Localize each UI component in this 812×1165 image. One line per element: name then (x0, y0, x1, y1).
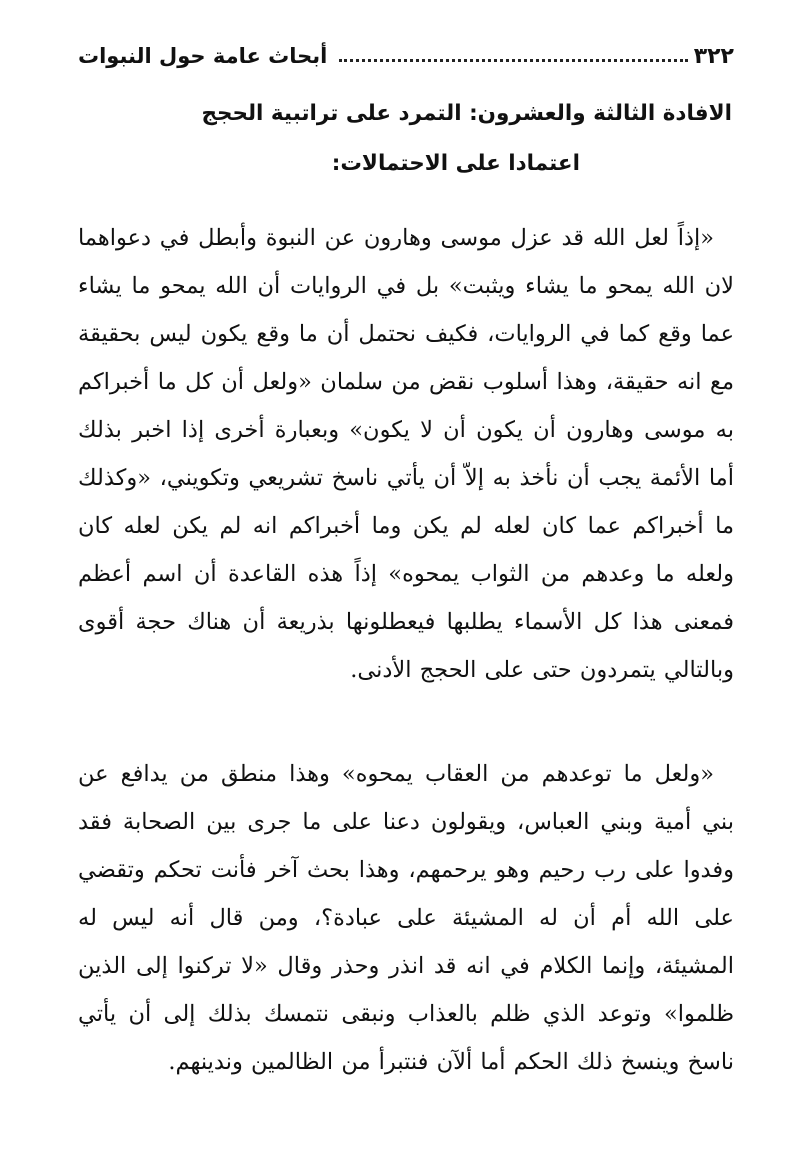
section-title-line-1: الافادة الثالثة والعشرون: التمرد على تراتبية الحجج (201, 101, 732, 126)
header-dotted-leader (339, 59, 687, 62)
body-paragraph-1: «إذاً لعل الله قد عزل موسى وهارون عن النبوة وأبطل في دعواهما لان الله يمحو ما يشاء ويثبت» بل في الروايات أن الله يمحو ما يشاء عما وقع كما في الروايات، فكيف نحتمل أن ما وقع يكون ليس بحقيقة مع انه حقيقة، وهذا أسلوب نقض من سلمان «ولعل أن كل ما أخبراكم به موسى وهارون أن يكون أن لا يكون» وبعبارة أخرى إذا اخبر بذلك أما الأئمة يجب أن نأخذ به إلاّ أن يأتي ناسخ تشريعي وتكويني، «وكذلك ما أخبراكم عما كان لعله لم يكن وما أخبراكم انه لم يكن لعله كان ولعله ما وعدهم من الثواب يمحوه» إذاً هذه القاعدة أن اسم أعظم فمعنى هذا كل الأسماء يطلبها فيعطلونها بذريعة أن هناك حجة أقوى وبالتالي يتمردون حتى على الحجج الأدنى. (78, 225, 734, 683)
section-title-line-2: اعتمادا على الاحتمالات: (331, 151, 580, 176)
running-header (78, 36, 734, 76)
running-title: أبحاث عامة حول النبوات (78, 44, 328, 68)
page-number: ٣٢٢ (693, 43, 734, 69)
body-paragraph-2: «ولعل ما توعدهم من العقاب يمحوه» وهذا منطق من يدافع عن بني أمية وبني العباس، ويقولون دعنا على ما جرى بين الصحابة فقد وفدوا على رب رحيم وهو يرحمهم، وهذا بحث آخر فأنت تحكم وتقضي على الله أم أن له المشيئة على عبادة؟، ومن قال أنه ليس له المشيئة، وإنما الكلام في انه قد انذر وحذر وقال «لا تركنوا إلى الذين ظلموا» وتوعد الذي ظلم بالعذاب ونبقى نتمسك بذلك إلى أن يأتي ناسخ وينسخ ذلك الحكم أما ألآن فنتبرأ من الظالمين وندينهم. (78, 761, 734, 1075)
